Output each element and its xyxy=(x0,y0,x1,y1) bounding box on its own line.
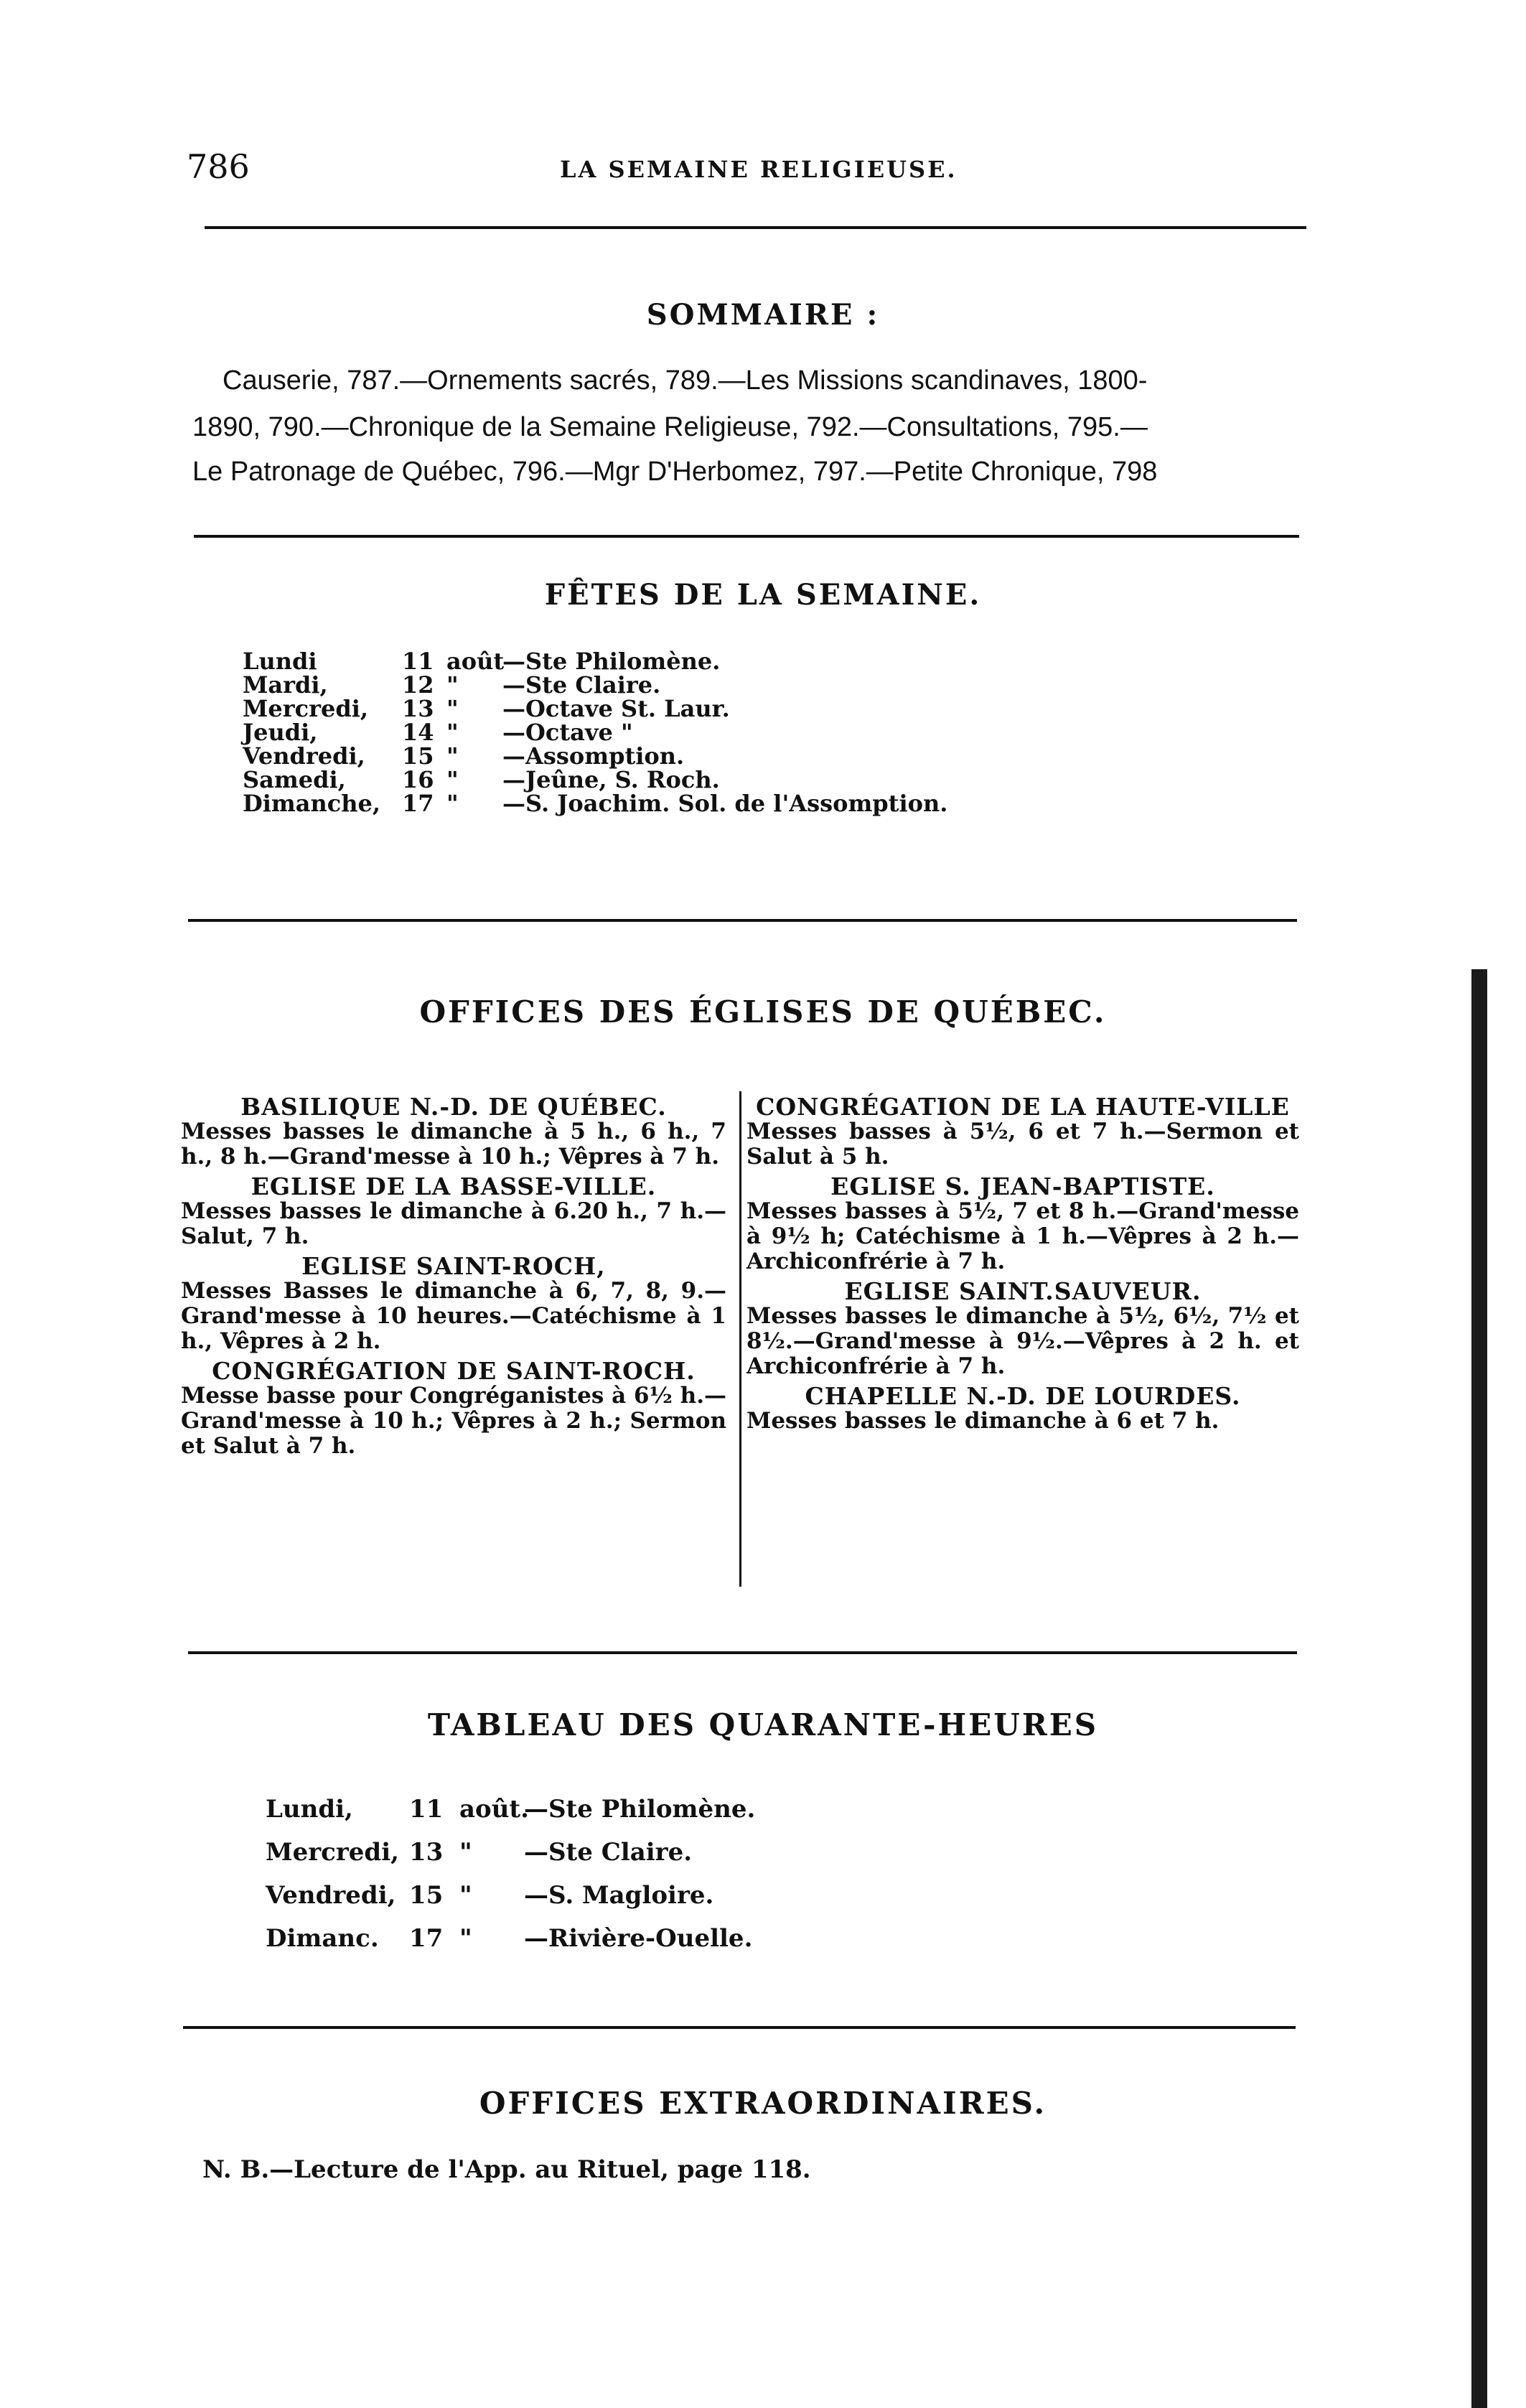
church-title: CONGRÉGATION DE LA HAUTE-VILLE xyxy=(756,1093,1290,1121)
church-schedule: Messe basse pour Congréganistes à 6½ h.—Grand'messe à 10 h.; Vêpres à 2 h.; Sermon et Salut à 7 h. xyxy=(181,1383,726,1459)
quarante-month: " xyxy=(459,1838,472,1867)
extraordinaires-note: N. B.—Lecture de l'App. au Rituel, page 118. xyxy=(202,2155,811,2184)
fetes-date: 16 xyxy=(402,766,434,793)
fetes-date: 11 xyxy=(402,648,434,675)
column-divider xyxy=(739,1091,741,1587)
quarante-place: —S. Magloire. xyxy=(524,1881,714,1910)
fetes-heading: FÊTES DE LA SEMAINE. xyxy=(544,578,982,612)
church-title: EGLISE DE LA BASSE-VILLE. xyxy=(251,1172,657,1200)
fetes-day: Mercredi, xyxy=(243,695,369,722)
fetes-date: 15 xyxy=(402,742,434,770)
quarante-date: 17 xyxy=(409,1924,444,1953)
quarante-day: Dimanc. xyxy=(266,1924,379,1953)
quarante-place: —Rivière-Ouelle. xyxy=(524,1924,753,1953)
church-schedule: Messes basses à 5½, 6 et 7 h.—Sermon et Salut à 5 h. xyxy=(746,1119,1299,1170)
sommaire-heading: SOMMAIRE : xyxy=(646,298,880,332)
fetes-date: 12 xyxy=(402,671,434,699)
fetes-row xyxy=(243,792,947,816)
church-title: EGLISE SAINT.SAUVEUR. xyxy=(844,1277,1202,1305)
quarante-row xyxy=(266,1831,755,1874)
fetes-month: " xyxy=(446,671,459,699)
page-header xyxy=(187,147,1306,190)
fetes-month: " xyxy=(446,790,459,817)
church-title: CHAPELLE N.-D. DE LOURDES. xyxy=(805,1382,1241,1410)
fetes-feast: —Jeûne, S. Roch. xyxy=(502,766,720,793)
quarante-place: —Ste Claire. xyxy=(524,1838,693,1867)
fetes-day: Mardi, xyxy=(243,671,328,699)
fetes-row xyxy=(243,697,947,721)
fetes-month: " xyxy=(446,695,459,722)
church-schedule: Messes basses le dimanche à 5½, 6½, 7½ et 8½.—Grand'messe à 9½.—Vêpres à 2 h. et Archiconfrérie à 7 h. xyxy=(746,1303,1299,1379)
fetes-date: 14 xyxy=(402,719,434,746)
quarante-date: 15 xyxy=(409,1881,444,1910)
quarante-day: Vendredi, xyxy=(266,1881,396,1910)
sommaire-line: Le Patronage de Québec, 796.—Mgr D'Herbomez, 797.—Petite Chronique, 798 xyxy=(192,457,1158,487)
offices-heading: OFFICES DES ÉGLISES DE QUÉBEC. xyxy=(419,994,1107,1030)
section-rule xyxy=(188,1651,1297,1654)
fetes-day: Samedi, xyxy=(243,766,346,793)
scan-edge-shadow xyxy=(1471,969,1487,2408)
fetes-row xyxy=(243,650,947,673)
quarante-row xyxy=(266,1917,755,1960)
sommaire-line: Causerie, 787.—Ornements sacrés, 789.—Les Missions scandinaves, 1800- xyxy=(223,365,1148,396)
church-title: BASILIQUE N.-D. DE QUÉBEC. xyxy=(240,1093,667,1121)
offices-right-column xyxy=(746,1091,1299,1438)
running-title: LA SEMAINE RELIGIEUSE. xyxy=(560,156,958,183)
fetes-day: Dimanche, xyxy=(243,790,381,817)
page-number: 786 xyxy=(187,147,250,186)
fetes-row xyxy=(243,673,947,697)
fetes-feast: —Assomption. xyxy=(502,742,685,770)
fetes-row xyxy=(243,742,947,770)
fetes-month: " xyxy=(446,766,459,793)
quarante-day: Lundi, xyxy=(266,1795,353,1824)
church-schedule: Messes basses le dimanche à 5 h., 6 h., 7 h., 8 h.—Grand'messe à 10 h.; Vêpres à 7 h. xyxy=(181,1119,726,1170)
church-schedule: Messes basses le dimanche à 6.20 h., 7 h.—Salut, 7 h. xyxy=(181,1198,726,1249)
fetes-feast: —S. Joachim. Sol. de l'Assomption. xyxy=(502,790,948,817)
section-rule xyxy=(183,2026,1296,2029)
fetes-date: 13 xyxy=(402,695,434,722)
section-rule xyxy=(194,535,1299,538)
quarante-month: " xyxy=(459,1924,472,1953)
fetes-month: " xyxy=(446,742,459,770)
fetes-day: Vendredi, xyxy=(243,742,365,770)
fetes-row xyxy=(243,721,947,745)
fetes-month: " xyxy=(446,719,459,746)
quarante-date: 11 xyxy=(409,1795,444,1824)
fetes-day: Lundi xyxy=(243,648,317,675)
quarante-row xyxy=(266,1874,755,1917)
church-schedule: Messes Basses le dimanche à 6, 7, 8, 9.—Grand'messe à 10 heures.—Catéchisme à 1 h., Vêpres à 2 h. xyxy=(181,1278,726,1354)
extraordinaires-heading: OFFICES EXTRAORDINAIRES. xyxy=(479,2086,1047,2121)
church-schedule: Messes basses le dimanche à 6 et 7 h. xyxy=(746,1408,1220,1434)
sommaire-line: 1890, 790.—Chronique de la Semaine Religieuse, 792.—Consultations, 795.— xyxy=(192,412,1148,442)
offices-left-column xyxy=(181,1091,726,1463)
quarante-heading: TABLEAU DES QUARANTE-HEURES xyxy=(427,1707,1099,1742)
fetes-day: Jeudi, xyxy=(243,719,318,746)
fetes-date: 17 xyxy=(402,790,434,817)
section-rule xyxy=(188,919,1297,922)
quarante-row xyxy=(266,1788,755,1831)
fetes-month: août xyxy=(446,648,505,675)
church-schedule: Messes basses à 5½, 7 et 8 h.—Grand'messe à 9½ h; Catéchisme à 1 h.—Vêpres à 2 h.—Archiconfrérie à 7 h. xyxy=(746,1198,1299,1274)
church-title: CONGRÉGATION DE SAINT-ROCH. xyxy=(212,1357,696,1385)
fetes-feast: —Ste Claire. xyxy=(502,671,661,699)
fetes-table xyxy=(243,650,947,816)
fetes-feast: —Octave " xyxy=(502,719,633,746)
header-rule xyxy=(205,226,1306,229)
fetes-feast: —Octave St. Laur. xyxy=(502,695,730,722)
quarante-month: août. xyxy=(459,1795,529,1824)
quarante-date: 13 xyxy=(409,1838,444,1867)
church-title: EGLISE S. JEAN-BAPTISTE. xyxy=(830,1172,1215,1200)
quarante-table xyxy=(266,1788,755,1960)
fetes-feast: —Ste Philomène. xyxy=(502,648,721,675)
fetes-row xyxy=(243,768,947,792)
church-title: EGLISE SAINT-ROCH, xyxy=(301,1252,606,1280)
quarante-day: Mercredi, xyxy=(266,1838,399,1867)
quarante-place: —Ste Philomène. xyxy=(524,1795,756,1824)
quarante-month: " xyxy=(459,1881,472,1910)
